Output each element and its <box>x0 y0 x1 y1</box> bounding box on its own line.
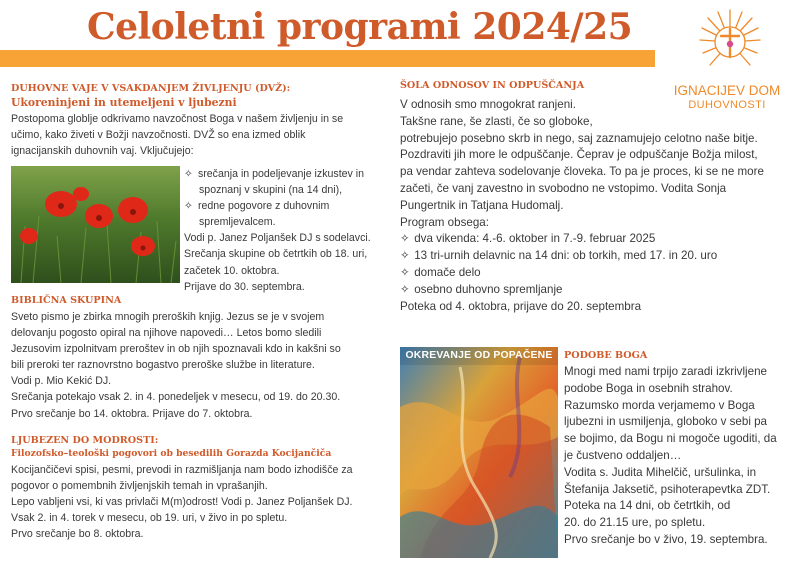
biblical-text <box>11 309 341 422</box>
dvz-intro-line: ignacijanskih duhovnih vaj. Vključujejo: <box>11 145 194 158</box>
school-line: V odnosih smo mnogokrat ranjeni. <box>400 98 576 111</box>
dvz-list-item: Prijave do 30. septembra. <box>184 280 305 293</box>
biblical-line: Jezusovim izpolnitvam preroštev in ob njih spoznavali kdo in kakšni so <box>11 343 341 356</box>
love-line: Vsak 2. in 4. torek v mesecu, ob 19. uri, v živo in po spletu. <box>11 512 288 525</box>
school-line: Pozdraviti jih more le odpuščanje. Čeprav je odpuščanje Božja milost, <box>400 148 758 162</box>
school-line: pa vendar zahteva sodelovanje človeka. To pa je proces, ki se ne more <box>400 165 764 179</box>
god-line: ljubezni in usmiljenja, globoko v sebi pa <box>564 415 768 429</box>
love-line: Lepo vabljeni vsi, ki vas privlači M(m)odrost! Vodi p. Janez Poljanšek DJ. <box>11 496 353 509</box>
biblical-line: Vodi p. Mio Kekić DJ. <box>11 375 112 388</box>
love-line: Kocijančičevi spisi, pesmi, prevodi in razmišljanja nam bodo izhodišče za <box>11 464 353 476</box>
love-line: Prvo srečanje bo 8. oktobra. <box>11 528 144 541</box>
love-subheading: Filozofsko–teološki pogovori ob besedilih Gorazda Kocijančiča <box>11 448 332 459</box>
school-line: Program obsega: <box>400 215 489 229</box>
biblical-heading: BIBLIČNA SKUPINA <box>11 295 122 306</box>
biblical-line: Sveto pismo je zbirka mnogih preroških knjig. Jezus se je v svojem <box>11 311 325 323</box>
biblical-line: Prvo srečanje bo 14. oktobra. Prijave do 7. oktobra. <box>11 407 253 420</box>
dvz-list-item: spoznanj v skupini (na 14 dni), <box>199 184 343 197</box>
dvz-heading: DUHOVNE VAJE V VSAKDANJEM ŽIVLJENJU (DVŽ): <box>11 83 291 94</box>
god-line: Vodita s. Judita Mihelčič, uršulinka, in <box>564 465 757 479</box>
sparkle-bullet-icon: ✧ <box>400 282 410 296</box>
god-line: Mnogi med nami trpijo zaradi izkrivljene <box>564 365 767 378</box>
logo-line-1: IGNACIJEV DOM <box>673 83 781 98</box>
school-text <box>400 97 764 315</box>
dvz-subheading: Ukoreninjeni in utemeljeni v ljubezni <box>11 96 237 109</box>
page-title: Celoletni programi 2024/25 <box>87 6 633 48</box>
dvz-list-item: spremljevalcem. <box>199 216 276 229</box>
biblical-line: Srečanja potekajo vsak 2. in 4. ponedeljek v mesecu, od 19. do 20.30. <box>11 391 341 404</box>
dvz-list-item: Vodi p. Janez Poljanšek DJ s sodelavci. <box>184 232 371 245</box>
school-line: začeti, če vanj zavestno in svobodno ne vstopimo. Vodita Sonja <box>400 181 727 195</box>
sunburst-cross-icon <box>660 2 800 84</box>
god-line: Štefanija Jaksetič, psihoterapevtka ZDT. <box>564 482 771 496</box>
god-line: 20. do 21.15 ure, po spletu. <box>564 516 706 530</box>
dvz-intro-line: Postopoma globlje odkrivamo navzočnost Boga v našem življenju in se <box>11 113 344 125</box>
god-heading: PODOBE BOGA <box>564 350 648 361</box>
sparkle-bullet-icon: ✧ <box>400 265 410 279</box>
school-heading: ŠOLA ODNOSOV IN ODPUŠČANJA <box>400 80 585 91</box>
school-line: potrebujejo posebno skrb in nego, saj zaznamujejo celotno naše bitje. <box>400 131 758 145</box>
god-line: Razumsko morda verjamemo v Boga <box>564 398 755 412</box>
dvz-list-item: začetek 10. oktobra. <box>184 264 280 277</box>
love-line: pogovor o pomembnih življenjskih temah in vprašanjih. <box>11 480 268 493</box>
god-line: Poteka na 14 dni, ob četrtkih, od <box>564 499 731 513</box>
school-list-item: ✧ 13 tri-urnih delavnic na 14 dni: ob torkih, med 17. in 20. uro <box>400 248 764 265</box>
book-cover-image <box>400 347 558 558</box>
sparkle-bullet-icon: ✧ <box>184 200 193 213</box>
school-list-item: ✧ domače delo <box>400 265 764 282</box>
book-cover-title: OKREVANJE OD POPAČENE <box>400 347 558 365</box>
god-line: Prvo srečanje bo v živo, 19. septembra. <box>564 532 768 546</box>
biblical-line: delovanju pogosto opiral na njihove napovedi… Letos bomo sledili <box>11 327 322 340</box>
dvz-intro <box>11 111 343 159</box>
sparkle-bullet-icon: ✧ <box>184 168 193 180</box>
sparkle-bullet-icon: ✧ <box>400 232 410 246</box>
dvz-list-item: ✧ redne pogovore z duhovnim <box>184 198 371 214</box>
title-band <box>0 50 655 67</box>
school-line: Takšne rane, še zlasti, če so globoke, <box>400 114 593 128</box>
love-heading: LJUBEZEN DO MODROSTI: <box>11 435 159 446</box>
god-line: je čustveno oddaljen… <box>564 448 682 462</box>
logo-line-2: DUHOVNOSTI <box>688 99 766 111</box>
sparkle-bullet-icon: ✧ <box>400 249 410 263</box>
dvz-list-item: ✧ srečanja in podeljevanje izkustev in <box>184 166 371 182</box>
school-list-item: ✧ osebno duhovno spremljanje <box>400 282 764 299</box>
dvz-intro-line: učimo, kako živeti v Božji navzočnosti. DVŽ so ena izmed oblik <box>11 129 306 142</box>
dvz-list-item: Srečanja skupine ob četrtkih ob 18. uri, <box>184 248 368 261</box>
school-line: Pungertnik in Tatjana Hudomalj. <box>400 198 564 212</box>
love-text <box>11 462 353 542</box>
school-footer: Poteka od 4. oktobra, prijave do 20. septembra <box>400 299 642 313</box>
biblical-line: bili preroki ter raznovrstno bogastvo preroške službe in literature. <box>11 359 315 372</box>
god-text <box>564 364 777 549</box>
poppies-photo <box>11 166 180 283</box>
god-line: podobe Boga in osebnih strahov. <box>564 381 733 395</box>
school-list-item: ✧ dva vikenda: 4.-6. oktober in 7.-9. februar 2025 <box>400 231 764 248</box>
god-line: se bojimo, da Bogu ni mogoče ugoditi, da <box>564 432 777 446</box>
dvz-list <box>184 166 371 295</box>
